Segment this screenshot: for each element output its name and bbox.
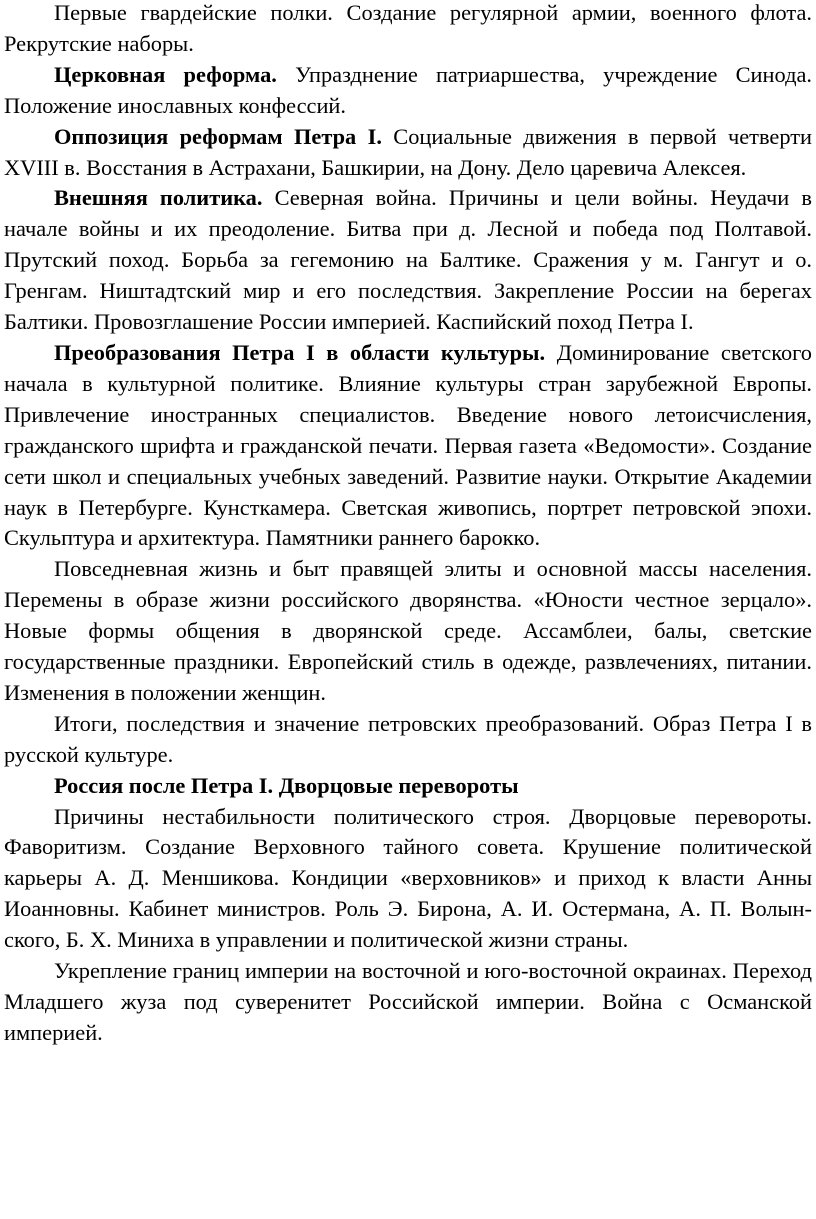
paragraph-heading: Оппозиция реформам Петра I. xyxy=(54,123,382,149)
section-heading-palace-coups xyxy=(4,771,812,802)
paragraph-text: Северная война. Причины и цели войны. Неудачи в начале войны и их преодоление. Битва при д. Лесной и победа под Полтавой. Прутский поход. Борьба за гегемонию на Балтике. Сражения у м. Гангут и о. Гренгам. Ништадтский мир и его последствия. Закрепление России на берегах Балтики. Провозглашение России империей. Каспийский поход Петра I. xyxy=(4,185,812,335)
paragraph-text: Укрепление границ империи на восточной и юго-восточной окраинах. Переход Младшего жуза под суверенитет Российской империи. Война с Османской империей. xyxy=(4,958,812,1045)
paragraph-heading: Церковная реформа. xyxy=(54,61,277,87)
paragraph-daily-life xyxy=(4,554,812,709)
paragraph-text: Повседневная жизнь и быт правящей элиты и основной массы населения. Перемены в образе жизни российского дворянства. «Юности честное зерцало». Новые формы общения в дворянской среде. Ассамблеи, балы, светские государственные праздники. Европейский стиль в одежде, развлечениях, питании. Изменения в положении женщин. xyxy=(4,556,812,705)
paragraph-results xyxy=(4,709,812,771)
paragraph-text: Социальные движения в первой четверти XVIII в. Восстания в Астрахани, Башкирии, на Дону. Дело царевича Алексея. xyxy=(4,123,812,180)
paragraph-culture xyxy=(4,338,812,554)
paragraph-heading: Россия после Петра I. Дворцовые перевороты xyxy=(54,772,519,798)
paragraph-church-reform xyxy=(4,60,812,122)
paragraph-foreign-policy xyxy=(4,183,812,338)
paragraph-text: Причины нестабильности политического строя. Дворцовые перевороты. Фаворитизм. Создание Верховного тайного совета. Крушение политической карьеры А. Д. Меншикова. Кондиции «верховников» и приход к власти Анны Иоанновны. Кабинет министров. Роль Э. Бирона, А. И. Остермана, А. П. Волын- ского, Б. Х. Миниха в управлении и политической жизни страны. xyxy=(4,803,812,953)
paragraph-text: Первые гвардейские полки. Создание регулярной армии, военного флота. Рекрутские наборы. xyxy=(4,0,812,56)
paragraph-text: Упразднение патриаршества, учреждение Синода. Положение инославных конфессий. xyxy=(4,61,812,118)
paragraph-opposition xyxy=(4,122,812,184)
paragraph-instability xyxy=(4,802,812,957)
paragraph-text: Доминирование светского начала в культурной политике. Влияние культуры стран зарубежной Европы. Привлечение иностранных специалистов. Введение нового летоисчисления, гражданского шрифта и гражданской печати. Первая газета «Ведомости». Создание сети школ и специальных учебных заведений. Развитие науки. Открытие Академии наук в Петербурге. Кунсткамера. Светская живопись, портрет петровской эпохи. Скульптура и архитектура. Памятники раннего барокко. xyxy=(4,339,813,551)
paragraph-text: Итоги, последствия и значение петровских преобразований. Образ Петра I в русской культуре. xyxy=(4,710,812,767)
paragraph-heading: Преобразования Петра I в области культуры. xyxy=(54,339,546,365)
paragraph-heading: Внешняя политика. xyxy=(54,185,263,211)
paragraph-borders xyxy=(4,956,812,1049)
paragraph-military xyxy=(4,0,812,60)
